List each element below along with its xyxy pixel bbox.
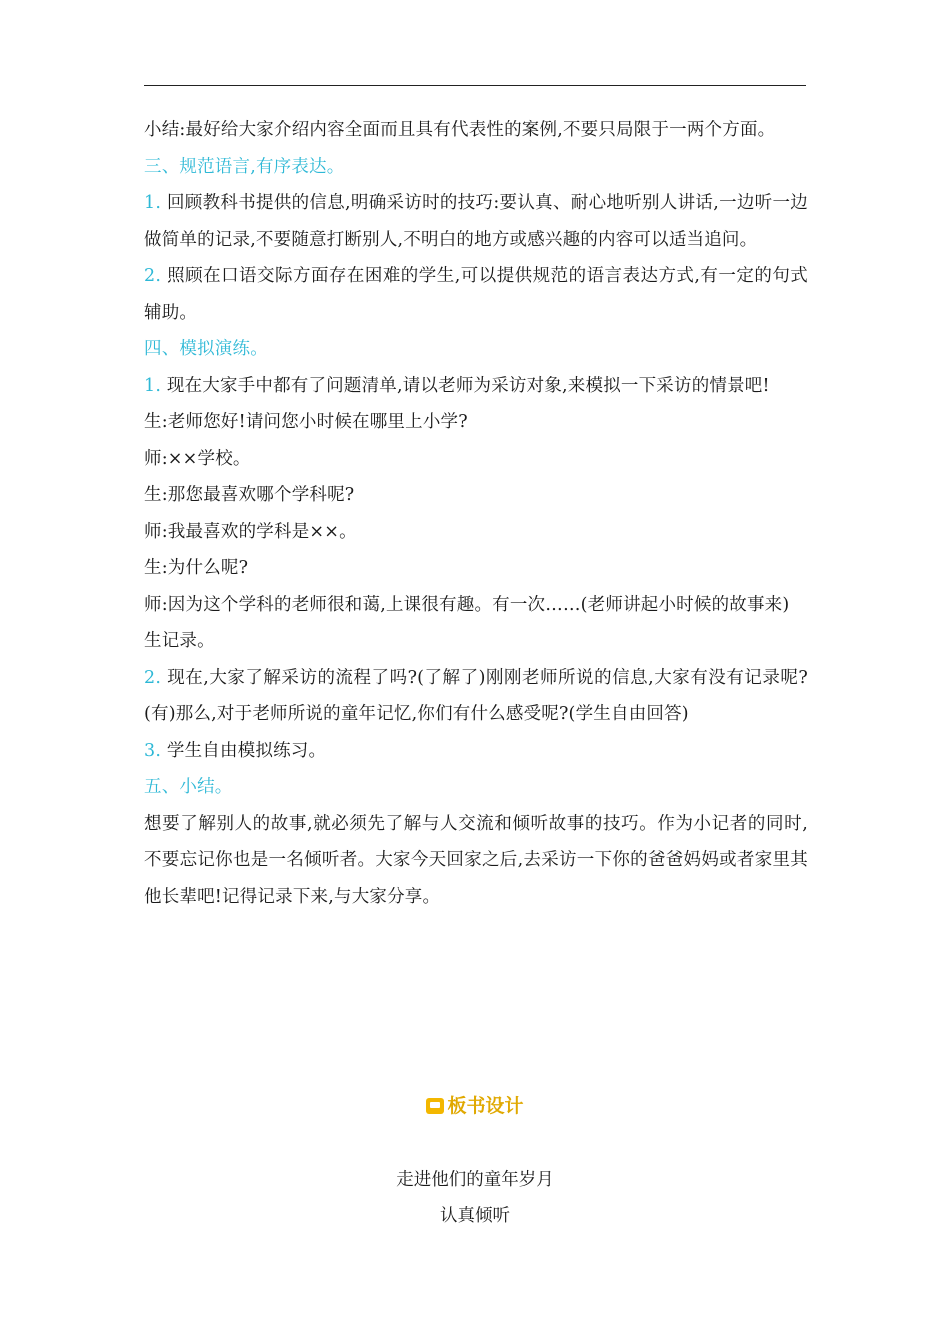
- item-number: 2.: [144, 266, 162, 286]
- body-paragraph: 师:因为这个学科的老师很和蔼,上课很有趣。有一次……(老师讲起小时候的故事来): [144, 594, 790, 615]
- item-text: 照顾在口语交际方面存在困难的学生,可以提供规范的语言表达方式,有一定的句式辅助。: [144, 266, 808, 323]
- section-heading: 三、规范语言,有序表达。: [144, 156, 345, 177]
- item-text: 回顾教科书提供的信息,明确采访时的技巧:要认真、耐心地听别人讲话,一边听一边做简单的记录,不要随意打断别人,不明白的地方或感兴趣的内容可以适当追问。: [144, 193, 808, 250]
- body-paragraph: 师:××学校。: [144, 448, 251, 469]
- board-line: 走进他们的童年岁月: [396, 1170, 554, 1190]
- board-design-title-text: 板书设计: [447, 1095, 524, 1117]
- body-paragraph: 生:老师您好!请问您小时候在哪里上小学?: [144, 412, 468, 432]
- item-text: 现在,大家了解采访的流程了吗?(了解了)刚刚老师所说的信息,大家有没有记录呢?(有)那么,对于老师所说的童年记忆,你们有什么感受呢?(学生自由回答): [144, 667, 809, 724]
- numbered-paragraph: [144, 368, 808, 405]
- board-line: 认真倾听: [440, 1206, 510, 1226]
- body-paragraph: 小结:最好给大家介绍内容全面而且具有代表性的案例,不要只局限于一两个方面。: [144, 120, 776, 140]
- numbered-paragraph: [144, 185, 808, 258]
- item-number: 1.: [144, 193, 162, 213]
- board-design: [0, 1162, 950, 1234]
- board-icon: [426, 1098, 444, 1114]
- item-text: 现在大家手中都有了问题清单,请以老师为采访对象,来模拟一下采访的情景吧!: [166, 375, 770, 396]
- body-paragraph: 师:我最喜欢的学科是××。: [144, 521, 357, 542]
- board-design-title: [0, 1092, 950, 1120]
- numbered-paragraph: [144, 733, 808, 770]
- item-number: 2.: [144, 667, 162, 688]
- numbered-paragraph: [144, 660, 808, 733]
- body-paragraph: 生:为什么呢?: [144, 558, 249, 578]
- numbered-paragraph: [144, 258, 808, 331]
- item-number: 1.: [144, 375, 162, 396]
- lesson-body: [144, 112, 808, 915]
- section-heading: 四、模拟演练。: [144, 339, 268, 359]
- body-paragraph: 生:那您最喜欢哪个学科呢?: [144, 485, 355, 505]
- section-heading: 五、小结。: [144, 777, 233, 797]
- item-number: 3.: [144, 740, 162, 761]
- top-rule: [144, 85, 806, 86]
- item-text: 学生自由模拟练习。: [166, 740, 327, 761]
- body-paragraph: 想要了解别人的故事,就必须先了解与人交流和倾听故事的技巧。作为小记者的同时,不要忘记你也是一名倾听者。大家今天回家之后,去采访一下你的爸爸妈妈或者家里其他长辈吧!记得记录下来,与大家分享。: [144, 813, 808, 907]
- body-paragraph: 生记录。: [144, 631, 215, 651]
